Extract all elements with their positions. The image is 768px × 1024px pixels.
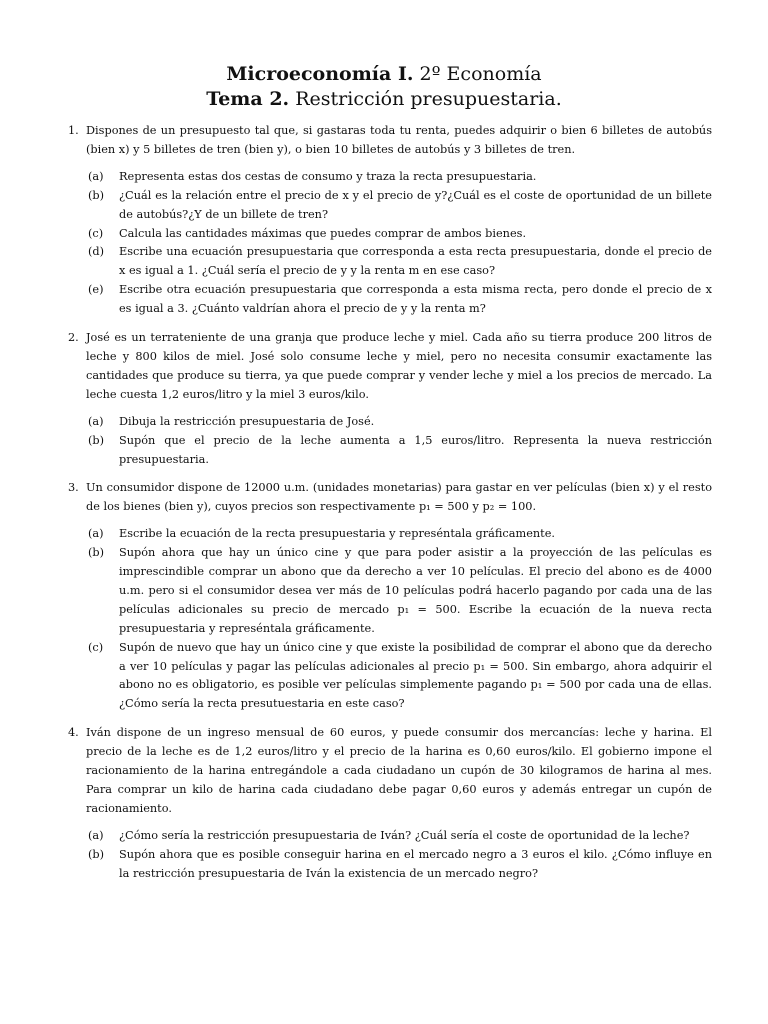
subquestion: [86, 846, 712, 884]
problem-number: 1.: [68, 124, 79, 137]
subquestion-text: Calcula las cantidades máximas que puedes comprar de ambos bienes.: [119, 226, 527, 240]
document-header: [0, 62, 768, 112]
problem-list: [68, 122, 712, 894]
course-title: [0, 62, 768, 87]
subquestion-text: Supón que el precio de la leche aumenta a 1,5 euros/litro. Representa la nueva restricción presupuestaria.: [119, 433, 712, 466]
subquestion-text: Escribe una ecuación presupuestaria que corresponda a esta recta presupuestaria, donde el precio de x es igual a 1. ¿Cuál sería el precio de y y la renta m en ese caso?: [119, 245, 712, 278]
subquestion-text: Supón ahora que es posible conseguir harina en el mercado negro a 3 euros el kilo. ¿Cómo influye en la restricción presupuestaria de Iván la existencia de un mercado negro?: [119, 847, 712, 880]
problem-2: [68, 329, 712, 469]
problem-4: [68, 724, 712, 883]
subquestion-text: Escribe la ecuación de la recta presupuestaria y represéntala gráficamente.: [119, 527, 555, 541]
subquestion-label: (a): [88, 527, 104, 541]
subquestion: [86, 544, 712, 639]
problem-number: 4.: [68, 726, 79, 740]
problem-3: [68, 479, 712, 714]
subquestion-label: (a): [88, 414, 104, 428]
subquestion-label: (b): [88, 847, 105, 861]
problem-statement: Dispones de un presupuesto tal que, si gastaras toda tu renta, puedes adquirir o bien 6 billetes de autobús (bien x) y 5 billetes de tren (bien y), o bien 10 billetes de autobús y 3 billetes de tren.: [86, 124, 712, 156]
course-year: 2º Economía: [419, 63, 542, 85]
subquestion-label: (b): [88, 433, 105, 447]
subquestion-label: (a): [88, 828, 104, 842]
subquestion: [86, 187, 712, 225]
problem-number: 2.: [68, 331, 79, 345]
subquestion-label: (a): [88, 169, 104, 183]
course-name: Microeconomía I.: [226, 63, 414, 85]
subquestion-label: (d): [88, 245, 105, 259]
problem-statement: Iván dispone de un ingreso mensual de 60 euros, y puede consumir dos mercancías: leche y harina. El precio de la leche es de 1,2 euros/litro y el precio de la harina es 0,60 euros/kilo. El gobierno impone el racionamiento de la harina entregándole a cada ciudadano un cupón de 30 kilogramos de harina al mes. Para comprar un kilo de harina cada ciudadano debe pagar 0,60 euros y además entregar un cupón de racionamiento.: [86, 726, 712, 815]
problem-statement: José es un terrateniente de una granja que produce leche y miel. Cada año su tierra produce 200 litros de leche y 800 kilos de miel. José solo consume leche y miel, pero no necesita consumir exactamente las cantidades que produce su tierra, ya que puede comprar y vender leche y miel a los precios de mercado. La leche cuesta 1,2 euros/litro y la miel 3 euros/kilo.: [86, 331, 712, 401]
subquestion-label: (b): [88, 188, 105, 202]
subquestion: [86, 827, 712, 846]
problem-number: 3.: [68, 481, 79, 495]
subquestion-text: Representa estas dos cestas de consumo y traza la recta presupuestaria.: [119, 169, 537, 183]
topic-name: Restricción presupuestaria.: [295, 88, 562, 110]
subquestion-text: ¿Cómo sería la restricción presupuestaria de Iván? ¿Cuál sería el coste de oportunidad de la leche?: [119, 828, 690, 842]
subquestion: [86, 281, 712, 319]
subquestion-text: Dibuja la restricción presupuestaria de José.: [119, 414, 375, 428]
subquestion-text: Supón de nuevo que hay un único cine y que existe la posibilidad de comprar el abono que da derecho a ver 10 películas y pagar las películas adicionales al precio p₁ = 500. Sin embargo, ahora adquirir el abono no es obligatorio, es posible ver películas simplemente pagando p₁ = 500 por cada una de ellas. ¿Cómo sería la recta presutuestaria en este caso?: [119, 640, 712, 711]
subquestion-label: (b): [88, 546, 105, 560]
subquestion-label: (c): [88, 226, 104, 240]
subquestion-label: (c): [88, 640, 104, 654]
subquestion: [86, 413, 712, 432]
problem-statement: Un consumidor dispone de 12000 u.m. (unidades monetarias) para gastar en ver películas (bien x) y el resto de los bienes (bien y), cuyos precios son respectivamente p₁ = 500 y p₂ = 100.: [86, 481, 712, 514]
subquestion: [86, 168, 712, 187]
problem-1: [68, 122, 712, 319]
subquestion-text: Escribe otra ecuación presupuestaria que corresponda a esta misma recta, pero donde el precio de x es igual a 3. ¿Cuánto valdrían ahora el precio de y y la renta m?: [119, 283, 712, 316]
subquestion-text: ¿Cuál es la relación entre el precio de x y el precio de y?¿Cuál es el coste de oportunidad de un billete de autobús?¿Y de un billete de tren?: [119, 188, 712, 221]
subquestion-text: Supón ahora que hay un único cine y que para poder asistir a la proyección de las películas es imprescindible comprar un abono que da derecho a ver 10 películas. El precio del abono es de 4000 u.m. pero si el consumidor desea ver más de 10 películas podrá hacerlo pagando por cada una de las películas adicionales su precio de mercado p₁ = 500. Escribe la ecuación de la nueva recta presupuestaria y represéntala gráficamente.: [119, 546, 712, 635]
subquestion: [86, 639, 712, 715]
subquestion: [86, 243, 712, 281]
subquestion: [86, 225, 712, 244]
subquestion: [86, 525, 712, 544]
subquestion: [86, 432, 712, 470]
subquestion-label: (e): [88, 283, 104, 297]
topic-title: [0, 87, 768, 112]
topic-number: Tema 2.: [206, 88, 290, 110]
